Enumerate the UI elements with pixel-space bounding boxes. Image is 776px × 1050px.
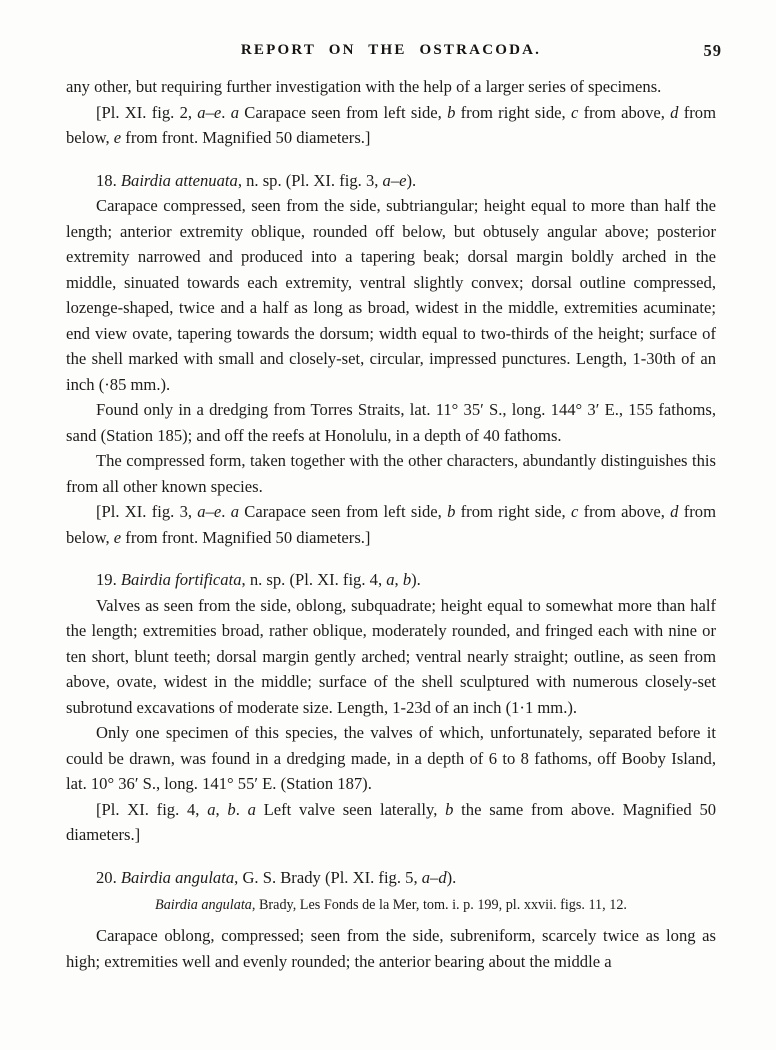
species-heading-19: 19. Bairdia fortificata, n. sp. (Pl. XI. fig. 4, a, b). bbox=[96, 570, 421, 589]
description-paragraph-19: Valves as seen from the side, oblong, subquadrate; height equal to somewhat more than half the length; extremities broad, rather oblique, moderately rounded, and fringed each with nine or ten short, blunt teeth; dorsal margin gently arched; ventral nearly straight; outline, as seen from above, ovate, widest in the middle; surface of the shell sculptured with numerous closely-set subrotund excavations of moderate size. Length, 1-23d of an inch (1·1 mm.). bbox=[66, 595, 716, 717]
running-title: REPORT ON THE OSTRACODA. bbox=[240, 42, 542, 58]
figure-caption-fig3: [Pl. XI. fig. 3, a–e. a Carapace seen from left side, b from right side, c from above, d from below, e from front. Magnified 50 diameters.] bbox=[66, 502, 716, 547]
continuation-paragraph: any other, but requiring further investigation with the help of a larger series of specimens. bbox=[66, 77, 662, 96]
remarks-paragraph-18: The compressed form, taken together with the other characters, abundantly distinguishes this from all other known species. bbox=[66, 451, 716, 496]
page-number: 59 bbox=[703, 41, 722, 60]
figure-caption-fig4: [Pl. XI. fig. 4, a, b. a Left valve seen laterally, b the same from above. Magnified 50 diameters.] bbox=[66, 799, 717, 844]
description-paragraph-18: Carapace compressed, seen from the side, subtriangular; height equal to more than half the length; anterior extremity oblique, rounded off below, but obtusely angular above; posterior extremity narrowed and produced into a tapering beak; dorsal margin boldly arched in the middle, sinuated towards each extremity, ventral slightly convex; dorsal outline compressed, lozenge-shaped, twice and a half as long as broad, widest in the middle, extremities acuminate; end view ovate, tapering towards the dorsum; width equal to two-thirds of the height; surface of the shell marked with small and closely-set, circular, impressed punctures. Length, 1-30th of an inch (·85 mm.). bbox=[66, 196, 716, 394]
description-paragraph-20: Carapace oblong, compressed; seen from the side, subreniform, scarcely twice as long as high; extremities well and evenly rounded; the anterior bearing about the middle a bbox=[66, 926, 716, 971]
species-heading-18: 18. Bairdia attenuata, n. sp. (Pl. XI. fig. 3, a–e). bbox=[96, 170, 417, 190]
locality-paragraph-18: Found only in a dredging from Torres Straits, lat. 11° 35′ S., long. 144° 3′ E., 155 fathoms, sand (Station 185); and off the reefs at Honolulu, in a depth of 40 fathoms. bbox=[66, 400, 716, 445]
figure-caption-fig2: [Pl. XI. fig. 2, a–e. a Carapace seen from left side, b from right side, c from above, d from below, e from front. Magnified 50 diameters.] bbox=[66, 102, 716, 147]
species-heading-20: 20. Bairdia angulata, G. S. Brady (Pl. XI. fig. 5, a–d). bbox=[96, 867, 457, 887]
page-header bbox=[66, 38, 722, 60]
synonymy-citation-20: Bairdia angulata, Brady, Les Fonds de la Mer, tom. i. p. 199, pl. xxvii. figs. 11, 12. bbox=[155, 897, 627, 913]
locality-paragraph-19: Only one specimen of this species, the valves of which, unfortunately, separated before it could be drawn, was found in a dredging made, in a depth of 6 to 8 fathoms, off Booby Island, lat. 10° 36′ S., long. 141° 55′ E. (Station 187). bbox=[66, 723, 716, 793]
